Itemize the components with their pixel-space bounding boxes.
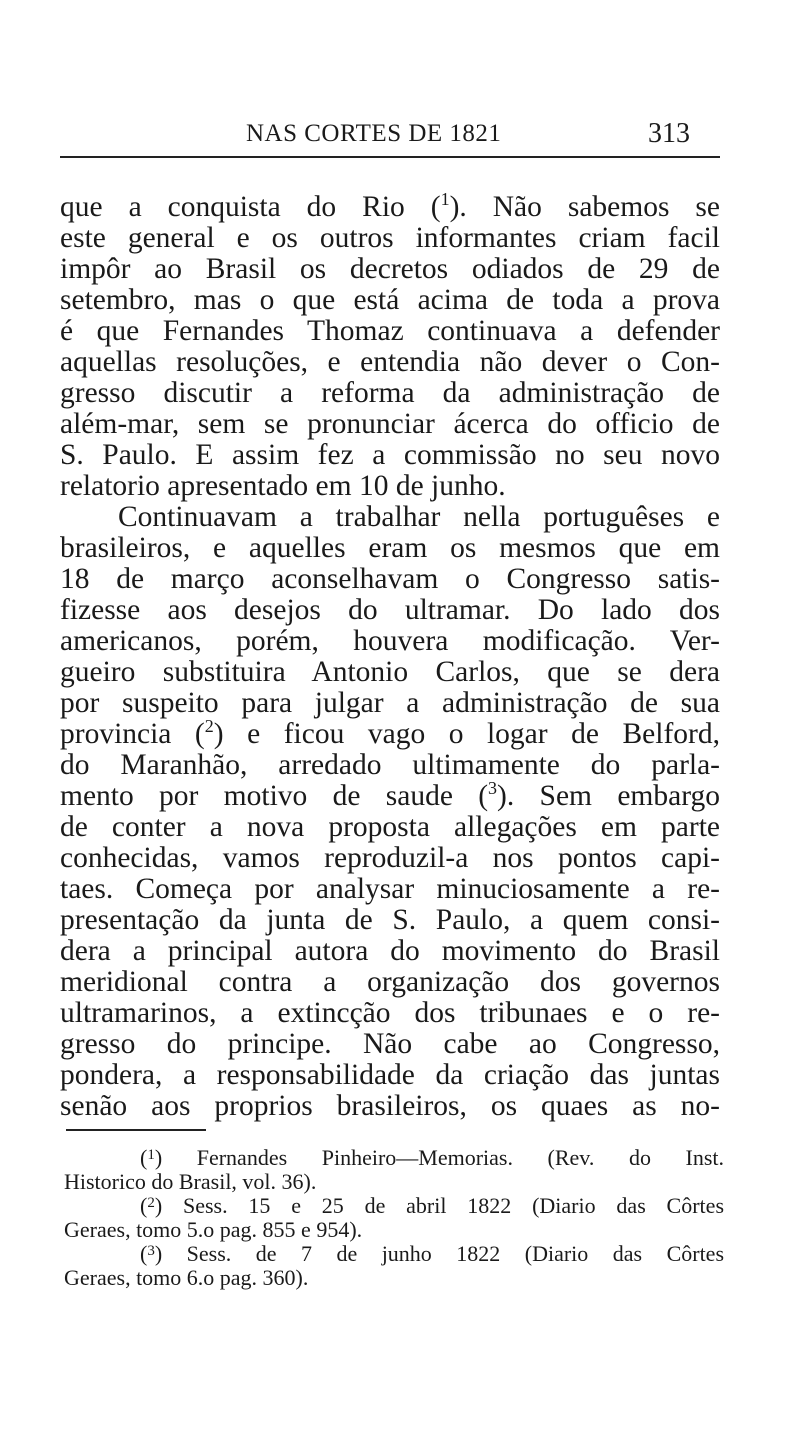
text-line: relatorio apresentado em 10 de junho. xyxy=(60,470,506,502)
body-text xyxy=(60,189,720,1122)
text-line: ultramarinos, a extincção dos tribunaes e o re- xyxy=(60,997,720,1029)
text-line: este general e os outros informantes criam facil xyxy=(60,222,720,254)
footnote-1: ($^1$) Fernandes Pinheiro—Memorias. (Rev. do Inst. xyxy=(140,1145,725,1170)
text-line: taes. Começa por analysar minuciosamente a re- xyxy=(60,873,720,905)
text-line: gueiro substituira Antonio Carlos, que se dera xyxy=(60,656,720,688)
footnote-2: ($^2$) Sess. 15 e 25 de abril 1822 (Diario das Côrtes xyxy=(140,1193,725,1218)
text-line: por suspeito para julgar a administração de sua xyxy=(60,687,720,719)
text-line: aquellas resoluções, e entendia não dever o Con- xyxy=(60,346,720,378)
text-line: americanos, porém, houvera modificação. Ver- xyxy=(60,625,720,657)
footnote-rule xyxy=(66,1129,206,1131)
text-line: 18 de março aconselhavam o Congresso satis- xyxy=(60,563,720,595)
footnote-1-continuation: Historico do Brasil, vol. 36). xyxy=(64,1169,317,1194)
text-line: fizesse aos desejos do ultramar. Do lado dos xyxy=(60,594,720,626)
header-rule xyxy=(60,156,720,158)
footnote-number: 3 xyxy=(147,1243,155,1259)
text-line: gresso discutir a reforma da administração de xyxy=(60,377,720,409)
text-line: S. Paulo. E assim fez a commissão no seu novo xyxy=(60,439,720,471)
text-line: brasileiros, e aquelles eram os mesmos que em xyxy=(60,532,720,564)
text-line: meridional contra a organização dos governos xyxy=(60,966,720,998)
footnote-3: ($^3$) Sess. de 7 de junho 1822 (Diario das Côrtes xyxy=(140,1241,725,1266)
text-line: pondera, a responsabilidade da criação das juntas xyxy=(60,1059,720,1091)
running-title: NAS CORTES DE 1821 xyxy=(246,120,502,147)
running-header xyxy=(60,112,720,158)
footnote-ref: 2 xyxy=(204,716,214,736)
footnote-ref: 1 xyxy=(440,189,450,209)
text-line: setembro, mas o que está acima de toda a prova xyxy=(60,284,720,316)
text-line: mento por motivo de saude ($^3$). Sem embargo xyxy=(60,778,720,812)
footnote-3-continuation: Geraes, tomo 6.o pag. 360). xyxy=(64,1265,309,1290)
text-line: do Maranhão, arredado ultimamente do parla- xyxy=(60,749,720,781)
page-number: 313 xyxy=(648,118,690,149)
text-line: gresso do principe. Não cabe ao Congresso, xyxy=(60,1028,720,1060)
footnotes xyxy=(64,1146,724,1290)
text-line: dera a principal autora do movimento do Brasil xyxy=(60,935,720,967)
text-line: presentação da junta de S. Paulo, a quem consi- xyxy=(60,904,720,936)
text-line: além-mar, sem se pronunciar ácerca do officio de xyxy=(60,408,720,440)
text-line: impôr ao Brasil os decretos odiados de 29 de xyxy=(60,253,720,285)
footnote-2-continuation: Geraes, tomo 5.o pag. 855 e 954). xyxy=(64,1217,363,1242)
text-line: de conter a nova proposta allegações em parte xyxy=(60,811,720,843)
text-line: é que Fernandes Thomaz continuava a defender xyxy=(60,315,720,347)
text-line: provincia ($^2$) e ficou vago o logar de Belford, xyxy=(60,716,720,750)
footnote-ref: 3 xyxy=(488,778,498,798)
footnote-number: 2 xyxy=(147,1195,155,1211)
paragraph-start-line: Continuavam a trabalhar nella portuguêses e xyxy=(118,501,720,533)
footnote-number: 1 xyxy=(147,1147,155,1163)
text-line: conhecidas, vamos reproduzil-a nos pontos capi- xyxy=(60,842,720,874)
text-line: senão aos proprios brasileiros, os quaes as no- xyxy=(60,1090,720,1122)
text-line: que a conquista do Rio ($^1$). Não sabemos se xyxy=(60,189,720,223)
